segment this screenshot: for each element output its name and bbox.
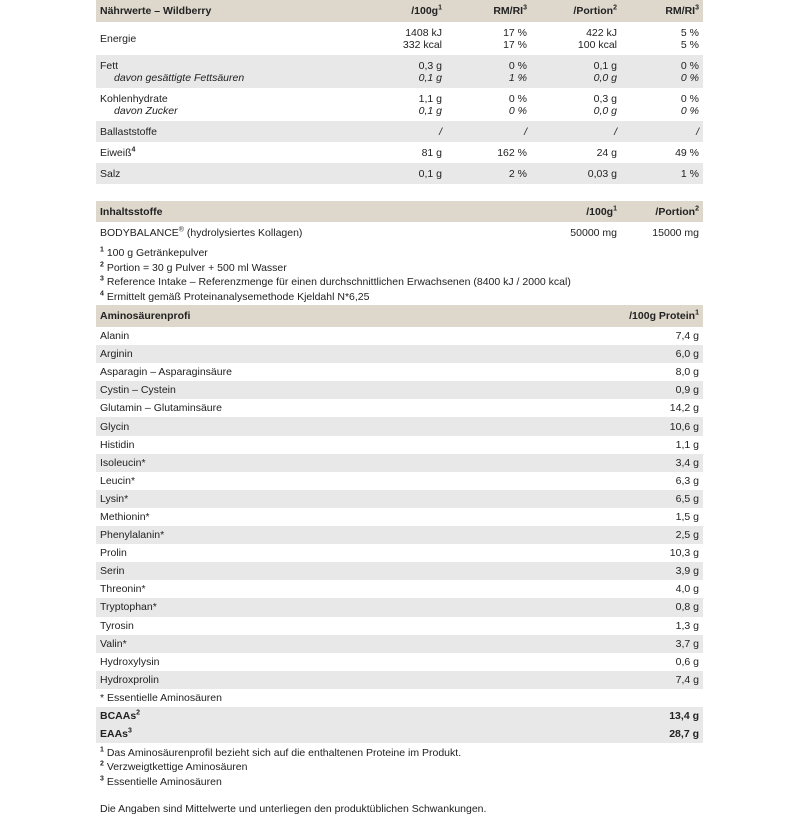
amino-row [96,327,703,345]
value-rm1: 2 % [508,167,527,180]
amino-value: 0,6 g [675,655,699,668]
footnote: $^1$ 100 g Getränkepulver [100,246,208,259]
ingredients-title: Inhaltsstoffe [100,205,163,218]
total-name: EAAs$^3$ [100,727,132,740]
amino-row [96,381,703,399]
amino-row [96,598,703,616]
row-label: Energie [100,32,137,45]
value-per100: 81 g [421,146,442,159]
value-rm1: / [524,125,527,138]
amino-value: 6,5 g [675,492,699,505]
amino-row [96,635,703,653]
amino-totals-table [96,707,703,743]
amino-value: 1,5 g [675,510,699,523]
total-row-bcaa [96,707,703,725]
amino-value: 10,3 g [669,547,699,560]
amino-name: Glycin [100,420,130,433]
amino-header-row [96,305,703,327]
amino-value: 8,0 g [675,366,699,379]
value-rm2: 5 % 5 % [680,26,699,51]
value-portion: 0,03 g [587,167,617,180]
value-portion: 0,3 g 0,0 g [593,92,617,117]
amino-rows [96,327,703,689]
amino-value: 1,1 g [675,438,699,451]
value-rm1: 17 % 17 % [503,26,527,51]
amino-row [96,544,703,562]
total-name: BCAAs$^2$ [100,709,141,722]
value-rm2: 1 % [680,167,699,180]
amino-row [96,454,703,472]
value-rm1: 0 % 1 % [508,59,527,84]
amino-value: 4,0 g [675,583,699,596]
amino-row [96,345,703,363]
ingredient-portion: 15000 mg [652,226,699,239]
amino-value: 6,3 g [675,474,699,487]
amino-value: 0,9 g [675,384,699,397]
amino-name: Histidin [100,438,135,451]
essential-note: * Essentielle Aminosäuren [100,691,222,704]
amino-row [96,472,703,490]
row-label: Salz [100,167,121,180]
amino-row [96,671,703,689]
col-per100: $/100g^1$ [586,205,617,218]
nutrition-header-row [96,0,703,22]
amino-row [96,490,703,508]
row-label: Fett davon gesättigte Fettsäuren [100,59,245,84]
amino-acid-table [96,305,703,689]
amino-value: 7,4 g [675,330,699,343]
col-rm-ri-100: $RM/RI^3$ [493,4,527,17]
amino-value: 10,6 g [669,420,699,433]
amino-name: Asparagin – Asparaginsäure [100,366,232,379]
value-rm1: 162 % [497,146,527,159]
amino-row [96,363,703,381]
amino-row [96,399,703,417]
value-portion: 24 g [596,146,617,159]
amino-name: Isoleucin* [100,456,146,469]
amino-value: 0,8 g [675,601,699,614]
amino-name: Alanin [100,330,130,343]
amino-name: Arginin [100,348,133,361]
amino-row [96,508,703,526]
amino-name: Serin [100,565,125,578]
nutrition-row-protein [96,142,703,163]
amino-name: Prolin [100,547,127,560]
value-portion: / [614,125,617,138]
value-rm2: 49 % [675,146,699,159]
value-per100: 1,1 g 0,1 g [418,92,442,117]
total-row-eaa [96,725,703,743]
amino-value: 7,4 g [675,673,699,686]
amino-name: Glutamin – Glutaminsäure [100,402,222,415]
amino-row [96,653,703,671]
footnote: $^4$ Ermittelt gemäß Proteinanalysemethode Kjeldahl N*6,25 [100,290,370,303]
value-rm2: / [696,125,699,138]
amino-row [96,526,703,544]
value-rm1: 0 % 0 % [508,92,527,117]
amino-value: 3,7 g [675,637,699,650]
ingredients-table [96,201,703,243]
ingredients-header-row [96,201,703,222]
value-per100: 1408 kJ 332 kcal [402,26,442,51]
amino-name: Valin* [100,637,127,650]
col-portion: /Portion$^2$ [573,4,617,17]
value-per100: 0,3 g 0,1 g [418,59,442,84]
nutrition-row-carbs [96,88,703,121]
row-label: Eiweiß$^4$ [100,146,136,159]
footnotes-nutrition [96,243,703,305]
col-per100-protein: /100g Protein$^1$ [629,309,699,322]
value-per100: / [439,125,442,138]
footnote: $^3$ Reference Intake – Referenzmenge für einen durchschnittlichen Erwachsenen (8400 kJ / 2000 kcal) [100,275,571,288]
value-portion: 0,1 g 0,0 g [593,59,617,84]
amino-value: 2,5 g [675,529,699,542]
amino-row [96,562,703,580]
nutrition-row-salt [96,163,703,184]
col-rm-ri-portion: $RM/RI^3$ [665,4,699,17]
row-label: Kohlenhydrate davon Zucker [100,92,178,117]
amino-name: Tryptophan* [100,601,157,614]
amino-name: Threonin* [100,583,146,596]
amino-name: Hydroxylysin [100,655,160,668]
amino-value: 6,0 g [675,348,699,361]
footnote: $^2$ Portion = 30 g Pulver + 500 ml Wasser [100,261,287,274]
footnote: $^1$ Das Aminosäurenprofil bezieht sich auf die enthaltenen Proteine im Produkt. [100,746,462,759]
amino-value: 14,2 g [669,402,699,415]
row-label: Ballaststoffe [100,125,158,138]
nutrition-title: Nährwerte – Wildberry [100,5,212,17]
value-per100: 0,1 g [418,167,442,180]
amino-name: Hydroxprolin [100,673,159,686]
footnote: $^3$ Essentielle Aminosäuren [100,775,222,788]
amino-row [96,417,703,435]
footnotes-amino [96,743,703,790]
total-value: 28,7 g [669,727,699,740]
amino-value: 1,3 g [675,619,699,632]
nutrition-sheet [96,0,703,815]
amino-row [96,436,703,454]
amino-name: Methionin* [100,510,150,523]
value-rm2: 0 % 0 % [680,92,699,117]
amino-name: Tyrosin [100,619,134,632]
col-portion: /Portion$^2$ [655,205,699,218]
amino-name: Lysin* [100,492,129,505]
value-rm2: 0 % 0 % [680,59,699,84]
ingredient-name: BODYBALANCE® (hydrolysiertes Kollagen) [100,226,303,239]
amino-name: Phenylalanin* [100,529,165,542]
ingredient-row [96,222,703,243]
total-value: 13,4 g [669,709,699,722]
disclaimer: Die Angaben sind Mittelwerte und unterliegen den produktüblichen Schwankungen. [100,803,487,815]
amino-row [96,617,703,635]
nutrition-row-fat [96,55,703,88]
amino-name: Cystin – Cystein [100,384,176,397]
ingredient-per100: 50000 mg [570,226,617,239]
nutrition-row-energy [96,22,703,55]
value-portion: 422 kJ 100 kcal [577,26,617,51]
amino-title: Aminosäurenprofi [100,310,191,322]
col-per100: $/100g^1$ [411,4,442,17]
nutrition-row-fiber [96,121,703,142]
amino-name: Leucin* [100,474,136,487]
amino-value: 3,4 g [675,456,699,469]
amino-value: 3,9 g [675,565,699,578]
footnote: $^2$ Verzweigtkettige Aminosäuren [100,760,248,774]
amino-row [96,580,703,598]
nutrition-table [96,0,703,184]
